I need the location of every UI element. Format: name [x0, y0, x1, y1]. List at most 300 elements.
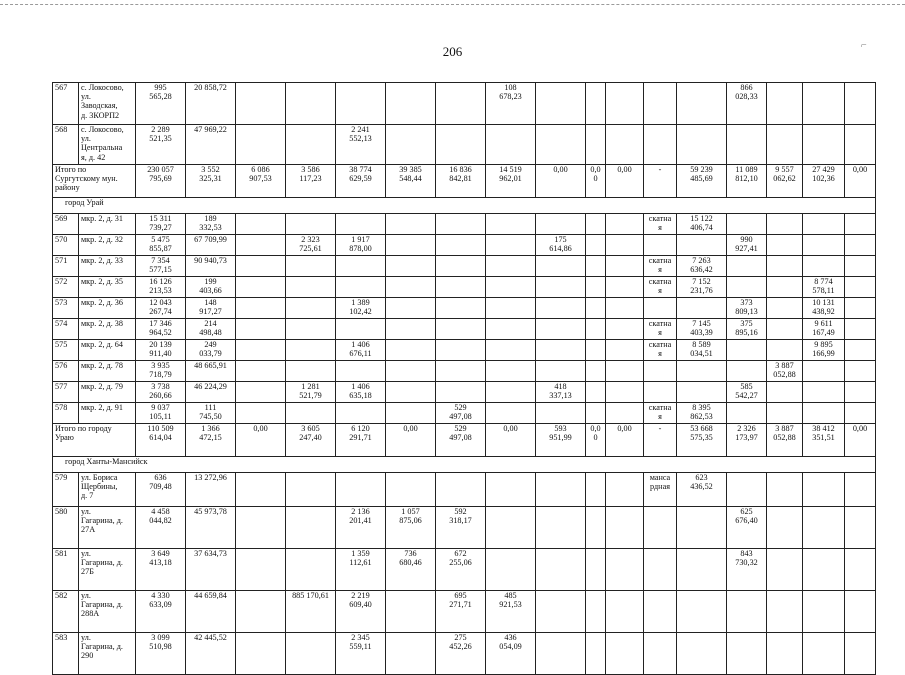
value-cell — [436, 235, 486, 256]
value-cell: 695 271,71 — [436, 591, 486, 633]
value-cell — [236, 235, 286, 256]
value-cell — [586, 83, 606, 125]
value-cell — [236, 319, 286, 340]
value-cell — [606, 235, 644, 256]
total-cell: 38 774 629,59 — [336, 165, 386, 198]
address-cell: мкр. 2, д. 36 — [79, 298, 136, 319]
total-label: Итого по Сургутскому мун. району — [53, 165, 136, 198]
row-number-cell: 567 — [53, 83, 79, 125]
value-cell — [677, 83, 727, 125]
total-row — [53, 424, 876, 457]
value-cell — [727, 591, 767, 633]
value-cell: 2 136 201,41 — [336, 507, 386, 549]
value-cell — [606, 125, 644, 165]
value-cell — [727, 256, 767, 277]
value-cell: 3 649 413,18 — [136, 549, 186, 591]
value-cell — [845, 473, 876, 507]
value-cell: 2 323 725,61 — [286, 235, 336, 256]
value-cell: 7 354 577,15 — [136, 256, 186, 277]
value-cell: 736 680,46 — [386, 549, 436, 591]
value-cell — [386, 277, 436, 298]
value-cell — [644, 382, 677, 403]
value-cell — [767, 83, 803, 125]
value-cell — [586, 633, 606, 675]
value-cell — [845, 256, 876, 277]
total-cell: 38 412 351,51 — [803, 424, 845, 457]
total-cell: 0,00 — [486, 424, 536, 457]
value-cell — [845, 361, 876, 382]
value-cell: скатна я — [644, 256, 677, 277]
value-cell: 20 858,72 — [186, 83, 236, 125]
value-cell — [386, 214, 436, 235]
address-cell: ул. Гагарина, д. 27Б — [79, 549, 136, 591]
value-cell — [436, 83, 486, 125]
value-cell — [586, 507, 606, 549]
total-cell: 0,00 — [845, 424, 876, 457]
value-cell — [336, 473, 386, 507]
value-cell: 3 099 510,98 — [136, 633, 186, 675]
address-cell: ул. Гагарина, д. 288А — [79, 591, 136, 633]
value-cell — [606, 549, 644, 591]
row-number-cell: 577 — [53, 382, 79, 403]
row-number-cell: 569 — [53, 214, 79, 235]
value-cell: 1 281 521,79 — [286, 382, 336, 403]
value-cell — [336, 319, 386, 340]
value-cell: 1 389 102,42 — [336, 298, 386, 319]
total-cell: 53 668 575,35 — [677, 424, 727, 457]
page-number: 206 — [442, 44, 463, 59]
value-cell: 108 678,23 — [486, 83, 536, 125]
value-cell — [586, 361, 606, 382]
estimate-table — [52, 82, 876, 675]
value-cell: 3 738 260,66 — [136, 382, 186, 403]
value-cell — [803, 591, 845, 633]
table-row — [53, 591, 876, 633]
section-row — [53, 457, 876, 473]
total-cell: 59 239 485,69 — [677, 165, 727, 198]
value-cell: 990 927,41 — [727, 235, 767, 256]
value-cell — [586, 277, 606, 298]
value-cell: 2 241 552,13 — [336, 125, 386, 165]
value-cell: 15 311 739,27 — [136, 214, 186, 235]
value-cell — [644, 549, 677, 591]
value-cell — [436, 256, 486, 277]
table-row — [53, 549, 876, 591]
row-number-cell: 568 — [53, 125, 79, 165]
value-cell: 2 289 521,35 — [136, 125, 186, 165]
value-cell: 3 935 718,79 — [136, 361, 186, 382]
value-cell: 3 887 052,88 — [767, 361, 803, 382]
value-cell — [486, 277, 536, 298]
value-cell — [286, 633, 336, 675]
row-number-cell: 580 — [53, 507, 79, 549]
value-cell — [727, 277, 767, 298]
value-cell: 10 131 438,92 — [803, 298, 845, 319]
value-cell — [677, 549, 727, 591]
value-cell — [767, 235, 803, 256]
value-cell — [536, 403, 586, 424]
value-cell — [486, 125, 536, 165]
value-cell: 148 917,27 — [186, 298, 236, 319]
address-cell: мкр. 2, д. 33 — [79, 256, 136, 277]
value-cell — [286, 403, 336, 424]
value-cell — [536, 319, 586, 340]
value-cell — [536, 591, 586, 633]
value-cell — [386, 125, 436, 165]
table-row — [53, 361, 876, 382]
value-cell — [803, 83, 845, 125]
value-cell — [236, 507, 286, 549]
total-cell: 0,00 — [236, 424, 286, 457]
value-cell — [536, 298, 586, 319]
value-cell — [606, 277, 644, 298]
value-cell — [486, 361, 536, 382]
value-cell: 995 565,28 — [136, 83, 186, 125]
value-cell — [606, 473, 644, 507]
value-cell — [606, 83, 644, 125]
value-cell — [767, 633, 803, 675]
value-cell: 45 973,78 — [186, 507, 236, 549]
value-cell — [286, 361, 336, 382]
value-cell: 12 043 267,74 — [136, 298, 186, 319]
table-row — [53, 277, 876, 298]
value-cell — [586, 235, 606, 256]
value-cell — [606, 298, 644, 319]
total-cell: 0,00 — [845, 165, 876, 198]
total-cell: - — [644, 424, 677, 457]
value-cell — [336, 214, 386, 235]
row-number-cell: 576 — [53, 361, 79, 382]
value-cell: 5 475 855,87 — [136, 235, 186, 256]
total-cell: 0,00 — [386, 424, 436, 457]
value-cell — [845, 507, 876, 549]
value-cell — [386, 319, 436, 340]
value-cell — [606, 633, 644, 675]
address-cell: ул. Бориса Щербины, д. 7 — [79, 473, 136, 507]
value-cell — [336, 361, 386, 382]
value-cell — [236, 473, 286, 507]
total-cell: 9 557 062,62 — [767, 165, 803, 198]
address-cell: мкр. 2, д. 32 — [79, 235, 136, 256]
value-cell — [644, 125, 677, 165]
value-cell — [586, 298, 606, 319]
value-cell — [845, 235, 876, 256]
value-cell — [677, 235, 727, 256]
value-cell — [803, 633, 845, 675]
value-cell — [803, 125, 845, 165]
value-cell: 885 170,61 — [286, 591, 336, 633]
value-cell: 1 406 635,18 — [336, 382, 386, 403]
total-cell: 3 586 117,23 — [286, 165, 336, 198]
value-cell: 623 436,52 — [677, 473, 727, 507]
value-cell — [845, 319, 876, 340]
value-cell: 17 346 964,52 — [136, 319, 186, 340]
value-cell — [286, 319, 336, 340]
value-cell — [644, 633, 677, 675]
value-cell — [606, 382, 644, 403]
total-cell: 6 120 291,71 — [336, 424, 386, 457]
value-cell: 373 809,13 — [727, 298, 767, 319]
value-cell — [606, 403, 644, 424]
value-cell — [486, 298, 536, 319]
value-cell — [486, 235, 536, 256]
value-cell — [727, 403, 767, 424]
value-cell: 1 057 875,06 — [386, 507, 436, 549]
value-cell — [586, 403, 606, 424]
address-cell: ул. Гагарина, д. 290 — [79, 633, 136, 675]
value-cell — [767, 591, 803, 633]
total-cell: 11 089 812,10 — [727, 165, 767, 198]
scan-top-edge — [0, 4, 905, 5]
value-cell — [845, 83, 876, 125]
value-cell: 47 969,22 — [186, 125, 236, 165]
value-cell: 9 611 167,49 — [803, 319, 845, 340]
value-cell — [606, 361, 644, 382]
value-cell: 90 940,73 — [186, 256, 236, 277]
value-cell — [236, 340, 286, 361]
value-cell — [286, 214, 336, 235]
value-cell — [436, 298, 486, 319]
value-cell: 436 054,09 — [486, 633, 536, 675]
row-number-cell: 573 — [53, 298, 79, 319]
row-number-cell: 575 — [53, 340, 79, 361]
value-cell — [536, 277, 586, 298]
value-cell: 1 406 676,11 — [336, 340, 386, 361]
value-cell: 8 589 034,51 — [677, 340, 727, 361]
value-cell — [436, 214, 486, 235]
value-cell — [803, 256, 845, 277]
value-cell — [677, 507, 727, 549]
row-number-cell: 571 — [53, 256, 79, 277]
value-cell: 2 219 609,40 — [336, 591, 386, 633]
table-body — [53, 83, 876, 675]
table-row — [53, 340, 876, 361]
value-cell — [586, 473, 606, 507]
value-cell — [386, 340, 436, 361]
value-cell — [386, 633, 436, 675]
total-cell: 6 086 907,53 — [236, 165, 286, 198]
address-cell: ул. Гагарина, д. 27А — [79, 507, 136, 549]
value-cell — [767, 319, 803, 340]
total-label: Итого по городу Ураю — [53, 424, 136, 457]
value-cell: 249 033,79 — [186, 340, 236, 361]
value-cell — [644, 298, 677, 319]
value-cell — [606, 256, 644, 277]
value-cell — [803, 235, 845, 256]
value-cell — [767, 403, 803, 424]
value-cell — [803, 214, 845, 235]
table-row — [53, 319, 876, 340]
value-cell — [845, 340, 876, 361]
value-cell: 175 614,86 — [536, 235, 586, 256]
value-cell — [486, 382, 536, 403]
total-cell: 0,00 — [606, 424, 644, 457]
value-cell — [767, 277, 803, 298]
table-row — [53, 633, 876, 675]
value-cell — [386, 591, 436, 633]
table-row — [53, 214, 876, 235]
total-cell: 3 552 325,31 — [186, 165, 236, 198]
value-cell: 46 224,29 — [186, 382, 236, 403]
value-cell — [536, 340, 586, 361]
value-cell: скатна я — [644, 214, 677, 235]
row-number-cell: 581 — [53, 549, 79, 591]
scan-mark: ⌐ — [861, 40, 867, 51]
value-cell: скатна я — [644, 319, 677, 340]
value-cell — [727, 214, 767, 235]
value-cell — [486, 319, 536, 340]
table-row — [53, 235, 876, 256]
value-cell — [845, 214, 876, 235]
table-row — [53, 256, 876, 277]
value-cell — [644, 361, 677, 382]
value-cell — [236, 549, 286, 591]
value-cell: 111 745,50 — [186, 403, 236, 424]
total-cell: 529 497,08 — [436, 424, 486, 457]
value-cell — [286, 125, 336, 165]
table-row — [53, 125, 876, 165]
value-cell — [727, 633, 767, 675]
value-cell — [336, 277, 386, 298]
value-cell: 20 139 911,40 — [136, 340, 186, 361]
value-cell — [803, 403, 845, 424]
value-cell — [586, 591, 606, 633]
value-cell — [286, 340, 336, 361]
value-cell: 843 730,32 — [727, 549, 767, 591]
value-cell: 2 345 559,11 — [336, 633, 386, 675]
value-cell — [644, 591, 677, 633]
value-cell — [727, 473, 767, 507]
value-cell — [586, 340, 606, 361]
value-cell — [845, 549, 876, 591]
value-cell — [436, 340, 486, 361]
row-number-cell: 570 — [53, 235, 79, 256]
value-cell: 275 452,26 — [436, 633, 486, 675]
total-cell: 0,0 0 — [586, 424, 606, 457]
value-cell — [486, 403, 536, 424]
total-cell: 0,0 0 — [586, 165, 606, 198]
row-number-cell: 579 — [53, 473, 79, 507]
address-cell: с. Локосово, ул. Заводская, д. 3КОРП2 — [79, 83, 136, 125]
total-cell: 14 519 962,01 — [486, 165, 536, 198]
value-cell — [486, 549, 536, 591]
table-row — [53, 83, 876, 125]
value-cell: 48 665,91 — [186, 361, 236, 382]
total-cell: 2 326 173,97 — [727, 424, 767, 457]
section-title: город Урай — [53, 198, 876, 214]
value-cell: 1 917 878,00 — [336, 235, 386, 256]
value-cell: 37 634,73 — [186, 549, 236, 591]
table-row — [53, 507, 876, 549]
value-cell — [586, 319, 606, 340]
value-cell — [727, 340, 767, 361]
value-cell — [677, 633, 727, 675]
value-cell — [336, 83, 386, 125]
total-row — [53, 165, 876, 198]
value-cell: скатна я — [644, 340, 677, 361]
total-cell: 27 429 102,36 — [803, 165, 845, 198]
value-cell — [845, 591, 876, 633]
row-number-cell: 574 — [53, 319, 79, 340]
value-cell — [727, 125, 767, 165]
value-cell — [767, 298, 803, 319]
value-cell — [436, 277, 486, 298]
value-cell: 9 037 105,11 — [136, 403, 186, 424]
value-cell — [606, 507, 644, 549]
table-row — [53, 403, 876, 424]
value-cell — [336, 256, 386, 277]
value-cell — [586, 382, 606, 403]
value-cell: 214 498,48 — [186, 319, 236, 340]
value-cell: 8 774 578,11 — [803, 277, 845, 298]
value-cell — [536, 473, 586, 507]
value-cell — [536, 125, 586, 165]
value-cell — [286, 298, 336, 319]
value-cell: 7 263 636,42 — [677, 256, 727, 277]
value-cell — [486, 214, 536, 235]
value-cell: 485 921,53 — [486, 591, 536, 633]
value-cell — [536, 549, 586, 591]
address-cell: мкр. 2, д. 31 — [79, 214, 136, 235]
value-cell — [236, 277, 286, 298]
value-cell — [286, 83, 336, 125]
address-cell: мкр. 2, д. 79 — [79, 382, 136, 403]
value-cell — [236, 382, 286, 403]
value-cell: 672 255,06 — [436, 549, 486, 591]
value-cell — [803, 382, 845, 403]
value-cell — [386, 403, 436, 424]
value-cell — [436, 473, 486, 507]
value-cell: 67 709,99 — [186, 235, 236, 256]
value-cell: 44 659,84 — [186, 591, 236, 633]
value-cell — [536, 361, 586, 382]
total-cell: 0,00 — [536, 165, 586, 198]
value-cell — [845, 633, 876, 675]
value-cell — [644, 507, 677, 549]
value-cell: 625 676,40 — [727, 507, 767, 549]
total-cell: 1 366 472,15 — [186, 424, 236, 457]
value-cell: 7 152 231,76 — [677, 277, 727, 298]
value-cell — [767, 256, 803, 277]
value-cell — [606, 340, 644, 361]
value-cell — [677, 591, 727, 633]
value-cell — [286, 473, 336, 507]
value-cell — [767, 473, 803, 507]
value-cell — [436, 125, 486, 165]
row-number-cell: 572 — [53, 277, 79, 298]
total-cell: 110 509 614,04 — [136, 424, 186, 457]
value-cell: 42 445,52 — [186, 633, 236, 675]
value-cell: 15 122 406,74 — [677, 214, 727, 235]
value-cell — [536, 256, 586, 277]
value-cell — [677, 125, 727, 165]
address-cell: мкр. 2, д. 91 — [79, 403, 136, 424]
value-cell — [486, 340, 536, 361]
value-cell — [536, 507, 586, 549]
value-cell — [236, 298, 286, 319]
value-cell — [386, 382, 436, 403]
value-cell: 189 332,53 — [186, 214, 236, 235]
address-cell: мкр. 2, д. 35 — [79, 277, 136, 298]
total-cell: - — [644, 165, 677, 198]
value-cell — [644, 83, 677, 125]
value-cell: 4 458 044,82 — [136, 507, 186, 549]
table-row — [53, 382, 876, 403]
value-cell — [386, 256, 436, 277]
total-cell: 593 951,99 — [536, 424, 586, 457]
value-cell — [677, 298, 727, 319]
value-cell: 1 359 112,61 — [336, 549, 386, 591]
